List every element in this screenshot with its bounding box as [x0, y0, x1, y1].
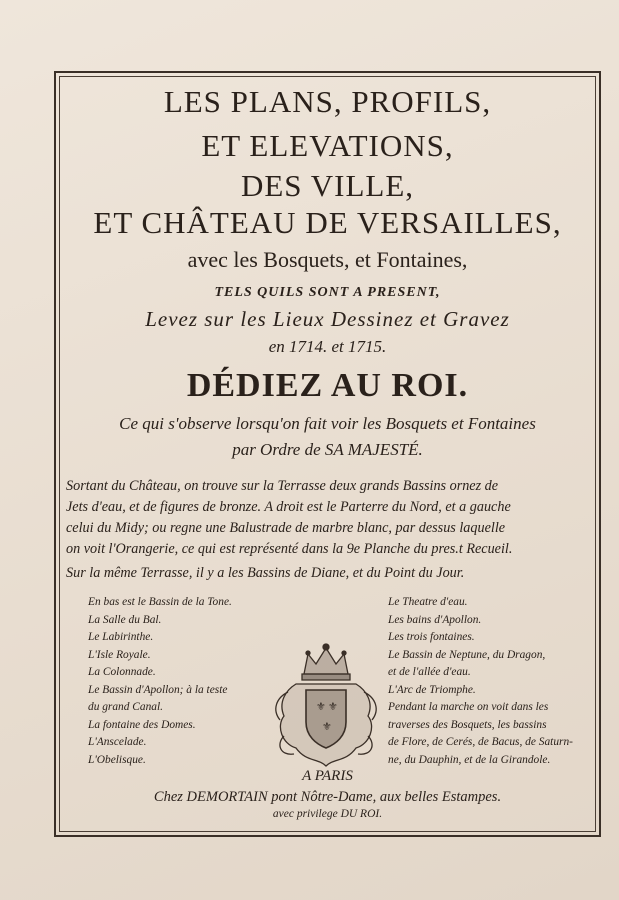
- list-item: En bas est le Bassin de la Tone.: [88, 596, 232, 608]
- title-line-5: avec les Bosquets, et Fontaines,: [187, 247, 468, 272]
- svg-text:⚜: ⚜: [328, 700, 338, 713]
- list-item: Le Bassin d'Apollon; à la teste: [88, 683, 228, 696]
- list-item: ne, du Dauphin, et de la Girandole.: [388, 753, 551, 766]
- paragraph-line-5: Sur la même Terrasse, il y a les Bassins de Diane, et du Point du Jour.: [66, 565, 465, 581]
- paragraph-line-1: Sortant du Château, on trouve sur la Terrasse deux grands Bassins ornez de: [66, 478, 499, 494]
- list-item: La fontaine des Domes.: [88, 718, 196, 731]
- imprint-publisher: Chez DEMORTAIN pont Nôtre-Dame, aux belles Estampes.: [153, 789, 502, 805]
- list-item: Les trois fontaines.: [388, 631, 475, 643]
- title-line-4: ET CHÂTEAU DE VERSAILLES,: [93, 205, 562, 240]
- list-item: L'Anscelade.: [88, 736, 147, 748]
- royal-crest-icon: [266, 640, 386, 770]
- list-item: L'Isle Royale.: [88, 648, 151, 661]
- list-item: traverses des Bosquets, les bassins: [388, 718, 547, 731]
- list-item: Le Labirinthe.: [88, 631, 154, 643]
- svg-text:⚜: ⚜: [322, 720, 332, 733]
- title-line-7: Levez sur les Lieux Dessinez et Gravez: [145, 307, 510, 331]
- list-item: Pendant la marche on voit dans les: [388, 701, 549, 713]
- list-item: du grand Canal.: [88, 701, 163, 713]
- list-item: Les bains d'Apollon.: [388, 613, 482, 626]
- title-line-6: TELS QUILS SONT A PRESENT,: [214, 285, 441, 300]
- title-line-1: LES PLANS, PROFILS,: [163, 84, 492, 119]
- title-date: en 1714. et 1715.: [268, 337, 387, 356]
- left-fountain-list: [88, 594, 232, 769]
- list-item: Le Theatre d'eau.: [388, 596, 468, 608]
- list-item: L'Arc de Triomphe.: [388, 683, 476, 696]
- list-item: de Flore, de Cerés, de Bacus, de Saturn-: [388, 736, 573, 748]
- title-line-2: ET ELEVATIONS,: [201, 128, 454, 163]
- list-item: Le Bassin de Neptune, du Dragon,: [388, 648, 546, 661]
- list-item: La Salle du Bal.: [88, 613, 162, 626]
- list-item: La Colonnade.: [88, 666, 156, 678]
- title-line-3: DES VILLE,: [240, 168, 415, 203]
- subtitle-line-1: Ce qui s'observe lorsqu'on fait voir les Bosquets et Fontaines: [119, 414, 536, 433]
- imprint-city: A PARIS: [302, 768, 353, 784]
- right-fountain-list: [388, 594, 573, 769]
- svg-text:⚜: ⚜: [316, 700, 326, 713]
- paragraph-line-3: celui du Midy; ou regne une Balustrade de marbre blanc, par dessus laquelle: [66, 520, 506, 536]
- subtitle-line-2: par Ordre de SA MAJESTÉ.: [232, 440, 423, 459]
- paragraph-line-4: on voit l'Orangerie, ce qui est représenté dans la 9e Planche du pres.t Recueil.: [66, 541, 513, 557]
- imprint-privilege: avec privilege DU ROI.: [272, 808, 383, 820]
- dedication-heading: DÉDIEZ AU ROI.: [186, 367, 469, 404]
- paragraph-line-2: Jets d'eau, et de figures de bronze. A droit est le Parterre du Nord, et a gauche: [66, 499, 511, 515]
- list-item: L'Obelisque.: [88, 753, 146, 766]
- list-item: et de l'allée d'eau.: [388, 666, 471, 678]
